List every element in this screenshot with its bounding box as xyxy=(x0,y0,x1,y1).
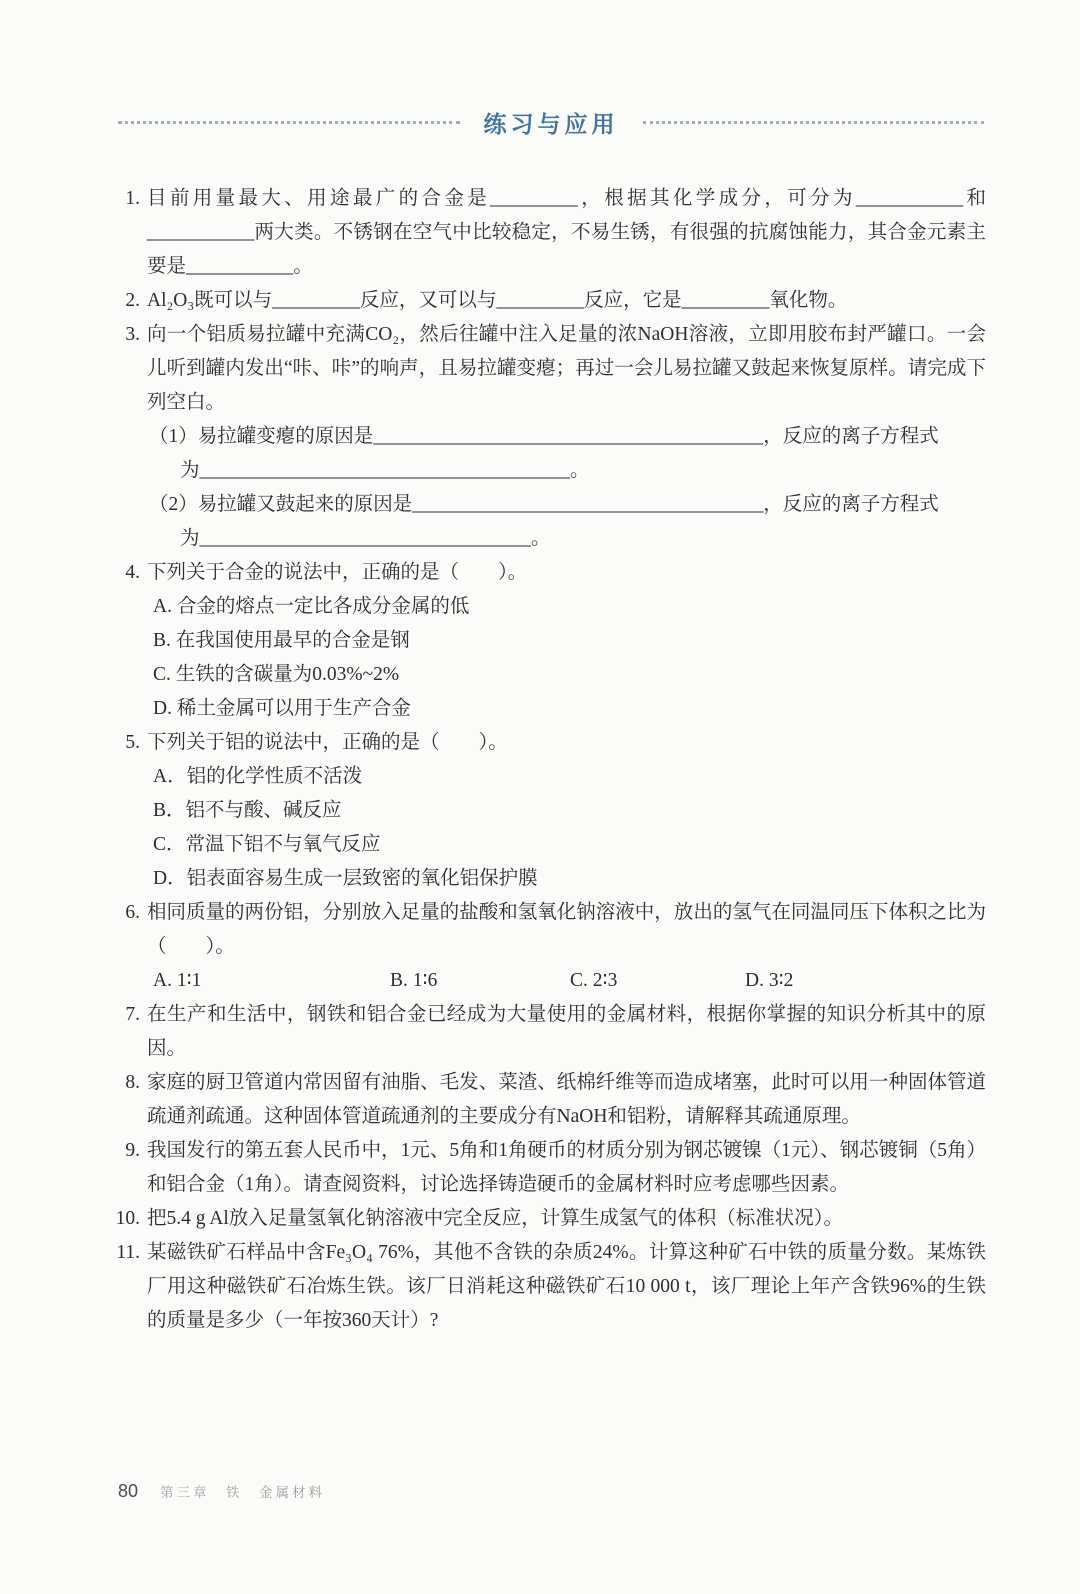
question-6-option-c: C. 2∶3 xyxy=(570,970,618,991)
question-7-body xyxy=(140,998,986,1066)
question-5-body xyxy=(140,726,986,896)
question-5-number: 5. xyxy=(125,732,140,753)
question-6-text: 相同质量的两份铝，分别放入足量的盐酸和氢氧化钠溶液中，放出的氢气在同温同压下体积之比为（ ）。 xyxy=(147,902,986,957)
question-3-part-2-line2: 为__________________________________。 xyxy=(180,528,551,549)
question-4-text: 下列关于合金的说法中，正确的是（ ）。 xyxy=(147,562,528,583)
question-11-body xyxy=(140,1236,986,1338)
question-9-text: 我国发行的第五套人民币中，1元、5角和1角硬币的材质分别为钢芯镀镍（1元）、钢芯镀铜（5角）和铝合金（1角）。请查阅资料，讨论选择铸造硬币的金属材料时应考虑哪些因素。 xyxy=(147,1140,986,1195)
question-1-body xyxy=(140,182,986,284)
question-6 xyxy=(106,896,986,998)
question-4-option-c: C. 生铁的含碳量为0.03%~2% xyxy=(153,664,400,685)
question-5-option-d: D．铝表面容易生成一层致密的氧化铝保护膜 xyxy=(153,868,538,889)
question-6-option-b: B. 1∶6 xyxy=(390,970,438,991)
question-7-number: 7. xyxy=(125,1004,140,1025)
question-2-text: Al₂O₃既可以与_________反应，又可以与_________反应，它是_________氧化物。 xyxy=(147,290,848,311)
question-6-body xyxy=(140,896,986,998)
question-1-number: 1. xyxy=(125,188,140,209)
question-3-text: 向一个铝质易拉罐中充满CO₂，然后往罐中注入足量的浓NaOH溶液，立即用胶布封严罐口。一会儿听到罐内发出“咔、咔”的响声，且易拉罐变瘪；再过一会儿易拉罐又鼓起来恢复原样。请完成下列空白。 xyxy=(147,324,986,413)
question-3-part-1-line2: 为______________________________________。 xyxy=(180,460,590,481)
header-dotted-rule-right xyxy=(643,121,985,124)
question-8-number: 8. xyxy=(125,1072,140,1093)
question-8-text: 家庭的厨卫管道内常因留有油脂、毛发、菜渣、纸棉纤维等而造成堵塞，此时可以用一种固体管道疏通剂疏通。这种固体管道疏通剂的主要成分有NaOH和铝粉，请解释其疏通原理。 xyxy=(147,1072,986,1127)
question-3-number: 3. xyxy=(125,324,140,345)
question-3-part-1-line1: （1）易拉罐变瘪的原因是________________________________________，反应的离子方程式 xyxy=(149,426,939,447)
question-3-part-1 xyxy=(147,420,986,488)
question-9 xyxy=(106,1134,986,1202)
question-4-option-d: D. 稀土金属可以用于生产合金 xyxy=(153,698,411,719)
exercise-list xyxy=(106,182,986,1338)
question-11-number: 11. xyxy=(116,1242,140,1263)
page-footer xyxy=(118,1481,325,1502)
question-4-option-a: A. 合金的熔点一定比各成分金属的低 xyxy=(153,596,470,617)
question-10-body xyxy=(140,1202,986,1236)
question-6-option-a: A. 1∶1 xyxy=(153,970,202,991)
question-11 xyxy=(106,1236,986,1338)
question-4-number: 4. xyxy=(125,562,140,583)
question-5-options xyxy=(147,760,986,896)
question-6-option-d: D. 3∶2 xyxy=(745,970,794,991)
question-7-text: 在生产和生活中，钢铁和铝合金已经成为大量使用的金属材料，根据你掌握的知识分析其中的原因。 xyxy=(147,1004,986,1059)
question-5 xyxy=(106,726,986,896)
question-4 xyxy=(106,556,986,726)
question-10 xyxy=(106,1202,986,1236)
question-8-body xyxy=(140,1066,986,1134)
question-3-body xyxy=(140,318,986,556)
question-4-body xyxy=(140,556,986,726)
question-4-options xyxy=(147,590,986,726)
question-4-option-b: B. 在我国使用最早的合金是钢 xyxy=(153,630,410,651)
question-6-options xyxy=(147,964,986,998)
question-9-body xyxy=(140,1134,986,1202)
question-5-option-c: C．常温下铝不与氧气反应 xyxy=(153,834,381,855)
section-title: 练习与应用 xyxy=(483,111,619,137)
header-dotted-rule-left xyxy=(118,121,460,124)
question-2 xyxy=(106,284,986,318)
section-header xyxy=(118,106,984,139)
question-5-text: 下列关于铝的说法中，正确的是（ ）。 xyxy=(147,732,508,753)
question-3-part-2 xyxy=(147,488,986,556)
question-3 xyxy=(106,318,986,556)
question-2-body xyxy=(140,284,986,318)
question-1-text: 目前用量最大、用途最广的合金是_________，根据其化学成分，可分为___________和___________两大类。不锈钢在空气中比较稳定，不易生锈，有很强的抗腐蚀能力，其合金元素主要是___________。 xyxy=(147,188,986,277)
question-1 xyxy=(106,182,986,284)
question-10-number: 10. xyxy=(115,1208,140,1229)
chapter-label: 第三章 铁 金属材料 xyxy=(160,1485,326,1500)
question-2-number: 2. xyxy=(125,290,140,311)
question-10-text: 把5.4 g Al放入足量氢氧化钠溶液中完全反应，计算生成氢气的体积（标准状况）。 xyxy=(147,1208,844,1229)
question-7 xyxy=(106,998,986,1066)
question-5-option-b: B．铝不与酸、碱反应 xyxy=(153,800,342,821)
question-6-number: 6. xyxy=(125,902,140,923)
question-3-part-2-line1: （2）易拉罐又鼓起来的原因是____________________________________，反应的离子方程式 xyxy=(149,494,939,515)
question-8 xyxy=(106,1066,986,1134)
question-9-number: 9. xyxy=(125,1140,140,1161)
question-11-text: 某磁铁矿石样品中含Fe₃O₄ 76%，其他不含铁的杂质24%。计算这种矿石中铁的质量分数。某炼铁厂用这种磁铁矿石冶炼生铁。该厂日消耗这种磁铁矿石10 000 t，该厂理论上年产含铁96%的生铁的质量是多少（一年按360天计）? xyxy=(147,1242,986,1331)
page-number: 80 xyxy=(118,1481,139,1501)
question-5-option-a: A．铝的化学性质不活泼 xyxy=(153,766,363,787)
